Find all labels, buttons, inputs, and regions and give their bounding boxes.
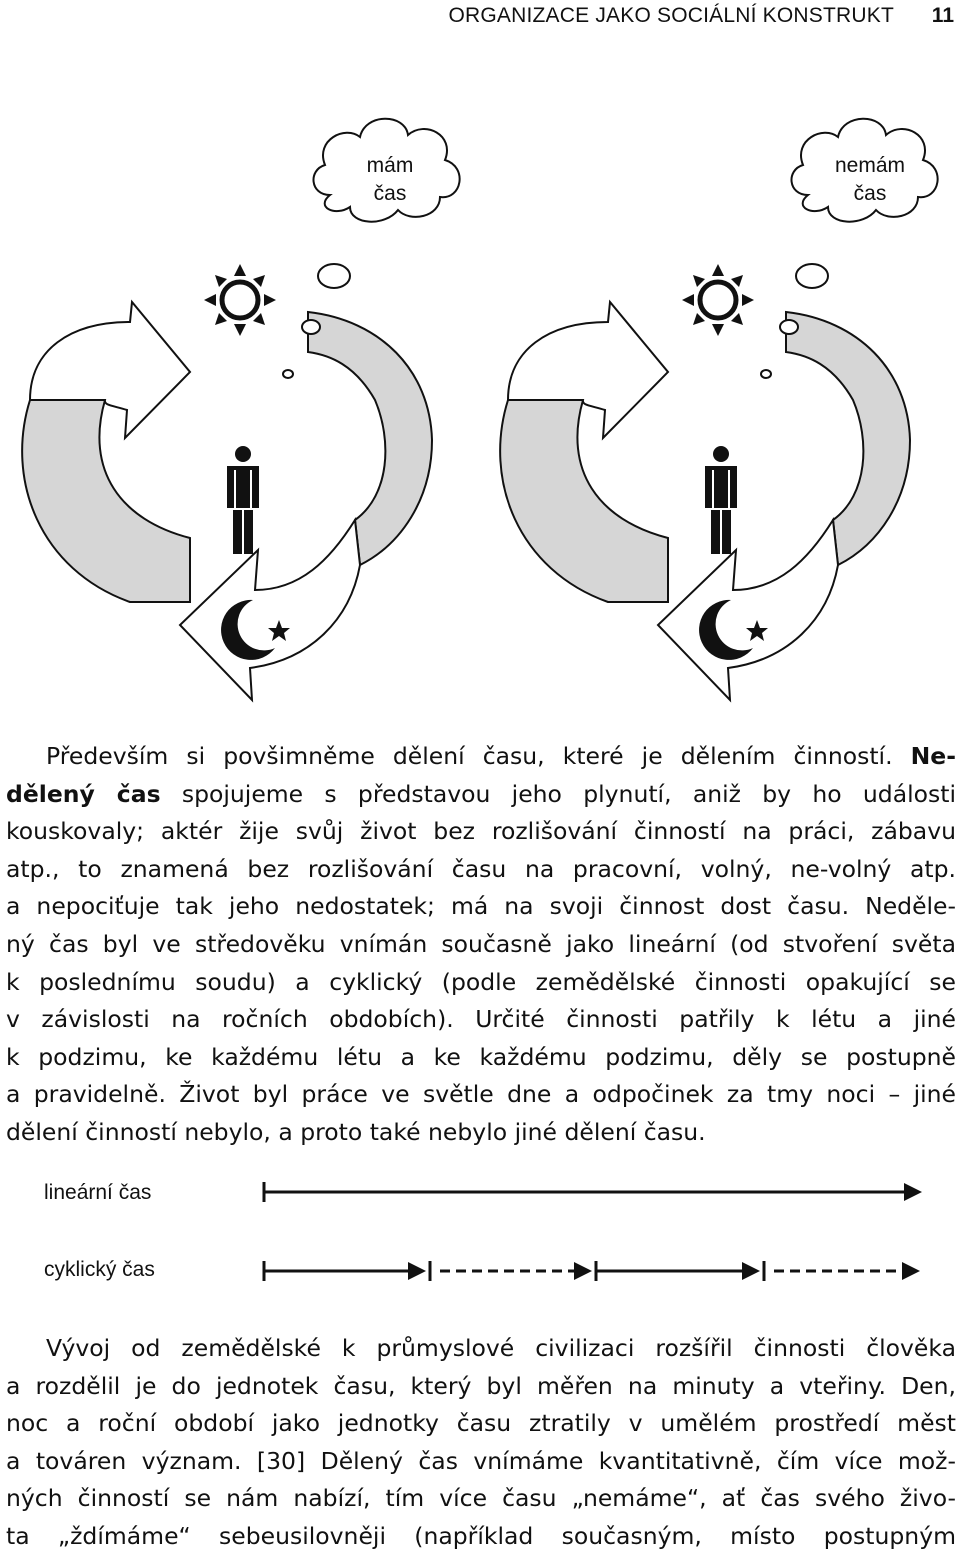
page-number: 11 xyxy=(931,4,954,27)
text-line: k poslednímu soudu) a cyklický (podle zemědělské činnosti opakující se xyxy=(6,967,956,996)
cycle-arrow-icon xyxy=(22,400,190,602)
sun-icon xyxy=(682,264,754,336)
text-line: a rozdělil je do jednotek času, který byl měřen na minuty a vteřiny. Den, xyxy=(6,1371,956,1400)
text-line: a továren význam. [30] Dělený čas vnímáme kvantitativně, čím více mož- xyxy=(6,1446,956,1475)
right-bubble-line2: čas xyxy=(853,182,887,205)
linear-time-label: lineární čas xyxy=(44,1181,152,1204)
right-cycle xyxy=(500,119,937,700)
time-cycle-figure xyxy=(0,0,960,720)
left-cycle xyxy=(22,119,459,700)
thought-dot xyxy=(283,370,293,378)
text-line: dělený čas spojujeme s představou jeho plynutí, aniž by ho události xyxy=(6,779,956,808)
text-line: Především si povšimněme dělení času, které je dělením činností. Ne- xyxy=(46,742,956,770)
text-line: ný čas byl ve středověku vnímán současně jako lineární (od stvoření světa xyxy=(6,929,956,958)
cycle-arrow-icon xyxy=(308,312,432,565)
paragraph-1 xyxy=(6,738,956,1152)
person-icon xyxy=(227,446,259,554)
sun-icon xyxy=(204,264,276,336)
cycle-arrow-icon xyxy=(786,312,910,565)
text-line: dělení činností nebylo, a proto také nebylo jiné dělení času. xyxy=(6,1117,706,1146)
thought-dot xyxy=(302,320,320,334)
cyclic-time-label: cyklický čas xyxy=(44,1258,155,1281)
linear-time-arrow xyxy=(264,1182,922,1202)
text-line: k podzimu, ke každému létu a ke každému podzimu, děly se postupně xyxy=(6,1042,956,1071)
text-line: atp., to znamená bez rozlišování času na pracovní, volný, ne-volný atp. xyxy=(6,854,956,883)
thought-dot xyxy=(318,264,350,288)
left-bubble-line1: mám xyxy=(366,154,414,177)
thought-dot xyxy=(780,320,798,334)
paragraph-2 xyxy=(6,1330,956,1556)
left-bubble-line2: čas xyxy=(373,182,407,205)
text-line: a pravidelně. Život byl práce ve světle dne a odpočinek za tmy noci – jiné xyxy=(6,1080,956,1109)
text-line: a nepociťuje tak jeho nedostatek; má na svoji činnost dost času. Neděle- xyxy=(6,892,956,921)
thought-dot xyxy=(761,370,771,378)
cyclic-time-arrow xyxy=(264,1261,920,1281)
cycle-arrow-icon xyxy=(180,520,360,700)
text-line: v závislosti na ročních obdobích). Určité činnosti patřily k létu a jiné xyxy=(6,1005,956,1034)
text-line: noc a roční období jako jednotky času ztratily v umělém prostředí měst xyxy=(6,1409,956,1438)
text-line: kouskovaly; aktér žije svůj život bez rozlišování činností na práci, zábavu xyxy=(6,817,956,846)
text-line: Vývoj od zemědělské k průmyslové civilizaci rozšířil činnosti člověka xyxy=(46,1334,956,1362)
thought-dot xyxy=(796,264,828,288)
person-icon xyxy=(705,446,737,554)
text-line: ta „ždímáme“ sebeusilovněji (například současným, místo postupným xyxy=(6,1521,956,1550)
header-title: ORGANIZACE JAKO SOCIÁLNÍ KONSTRUKT xyxy=(448,4,894,27)
cycle-arrow-icon xyxy=(500,400,668,602)
cycle-arrow-icon xyxy=(658,520,838,700)
text-line: ných činností se nám nabízí, tím více času „nemáme“, ať čas svého živo- xyxy=(6,1484,956,1513)
right-bubble-line1: nemám xyxy=(834,154,906,177)
